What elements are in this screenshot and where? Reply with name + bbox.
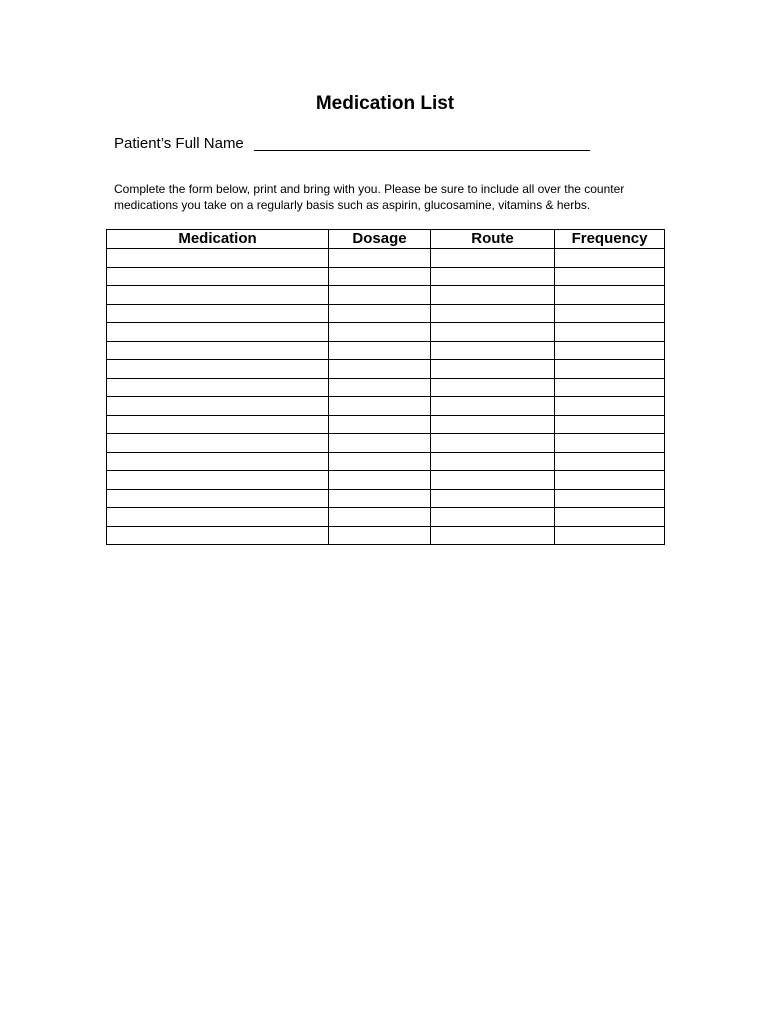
route-cell[interactable]	[431, 471, 555, 490]
medication-cell[interactable]	[107, 249, 329, 268]
frequency-cell[interactable]	[555, 267, 665, 286]
dosage-cell[interactable]	[329, 397, 431, 416]
table-row	[107, 378, 665, 397]
dosage-cell[interactable]	[329, 249, 431, 268]
frequency-cell[interactable]	[555, 508, 665, 527]
dosage-cell[interactable]	[329, 323, 431, 342]
route-cell[interactable]	[431, 341, 555, 360]
dosage-cell[interactable]	[329, 341, 431, 360]
table-row	[107, 526, 665, 545]
frequency-cell[interactable]	[555, 378, 665, 397]
dosage-cell[interactable]	[329, 508, 431, 527]
route-cell[interactable]	[431, 415, 555, 434]
medication-cell[interactable]	[107, 452, 329, 471]
medication-cell[interactable]	[107, 323, 329, 342]
table-row	[107, 286, 665, 305]
route-cell[interactable]	[431, 397, 555, 416]
route-cell[interactable]	[431, 378, 555, 397]
table-row	[107, 304, 665, 323]
patient-name-label: Patient’s Full Name	[114, 135, 244, 152]
frequency-cell[interactable]	[555, 323, 665, 342]
dosage-cell[interactable]	[329, 471, 431, 490]
instructions-line-2: medications you take on a regularly basis such as aspirin, glucosamine, vitamins & herbs.	[114, 197, 591, 212]
medication-cell[interactable]	[107, 267, 329, 286]
frequency-cell[interactable]	[555, 341, 665, 360]
medication-cell[interactable]	[107, 415, 329, 434]
route-cell[interactable]	[431, 526, 555, 545]
dosage-cell[interactable]	[329, 267, 431, 286]
table-row	[107, 323, 665, 342]
route-cell[interactable]	[431, 360, 555, 379]
route-cell[interactable]	[431, 508, 555, 527]
medication-cell[interactable]	[107, 378, 329, 397]
route-cell[interactable]	[431, 286, 555, 305]
table-row	[107, 471, 665, 490]
route-cell[interactable]	[431, 489, 555, 508]
route-cell[interactable]	[431, 323, 555, 342]
table-row	[107, 397, 665, 416]
patient-name-row	[114, 133, 594, 153]
dosage-cell[interactable]	[329, 452, 431, 471]
table-row	[107, 249, 665, 268]
frequency-cell[interactable]	[555, 415, 665, 434]
route-cell[interactable]	[431, 434, 555, 453]
instructions	[114, 182, 674, 213]
frequency-cell[interactable]	[555, 304, 665, 323]
frequency-cell[interactable]	[555, 526, 665, 545]
dosage-cell[interactable]	[329, 378, 431, 397]
table-row	[107, 434, 665, 453]
column-header-frequency: Frequency	[555, 230, 665, 249]
frequency-cell[interactable]	[555, 489, 665, 508]
medication-cell[interactable]	[107, 360, 329, 379]
medication-cell[interactable]	[107, 489, 329, 508]
table-row	[107, 415, 665, 434]
medication-cell[interactable]	[107, 341, 329, 360]
table-row	[107, 341, 665, 360]
frequency-cell[interactable]	[555, 452, 665, 471]
table-row	[107, 508, 665, 527]
frequency-cell[interactable]	[555, 397, 665, 416]
route-cell[interactable]	[431, 249, 555, 268]
medication-cell[interactable]	[107, 286, 329, 305]
frequency-cell[interactable]	[555, 249, 665, 268]
dosage-cell[interactable]	[329, 286, 431, 305]
medication-cell[interactable]	[107, 434, 329, 453]
column-header-dosage: Dosage	[329, 230, 431, 249]
column-header-medication: Medication	[107, 230, 329, 249]
dosage-cell[interactable]	[329, 526, 431, 545]
medication-cell[interactable]	[107, 508, 329, 527]
medication-cell[interactable]	[107, 304, 329, 323]
patient-name-field[interactable]	[254, 134, 590, 151]
dosage-cell[interactable]	[329, 489, 431, 508]
table-row	[107, 360, 665, 379]
medication-cell[interactable]	[107, 471, 329, 490]
table-header-row	[107, 230, 665, 249]
medication-cell[interactable]	[107, 397, 329, 416]
dosage-cell[interactable]	[329, 304, 431, 323]
frequency-cell[interactable]	[555, 360, 665, 379]
table-row	[107, 452, 665, 471]
medication-cell[interactable]	[107, 526, 329, 545]
table-row	[107, 489, 665, 508]
instructions-line-1: Complete the form below, print and bring with you. Please be sure to include all over the counter	[114, 182, 625, 196]
route-cell[interactable]	[431, 304, 555, 323]
dosage-cell[interactable]	[329, 415, 431, 434]
column-header-route: Route	[431, 230, 555, 249]
frequency-cell[interactable]	[555, 286, 665, 305]
table-body	[107, 249, 665, 545]
table-row	[107, 267, 665, 286]
medication-table	[106, 229, 665, 545]
dosage-cell[interactable]	[329, 434, 431, 453]
frequency-cell[interactable]	[555, 471, 665, 490]
route-cell[interactable]	[431, 452, 555, 471]
route-cell[interactable]	[431, 267, 555, 286]
dosage-cell[interactable]	[329, 360, 431, 379]
frequency-cell[interactable]	[555, 434, 665, 453]
page-title: Medication List	[315, 93, 455, 114]
